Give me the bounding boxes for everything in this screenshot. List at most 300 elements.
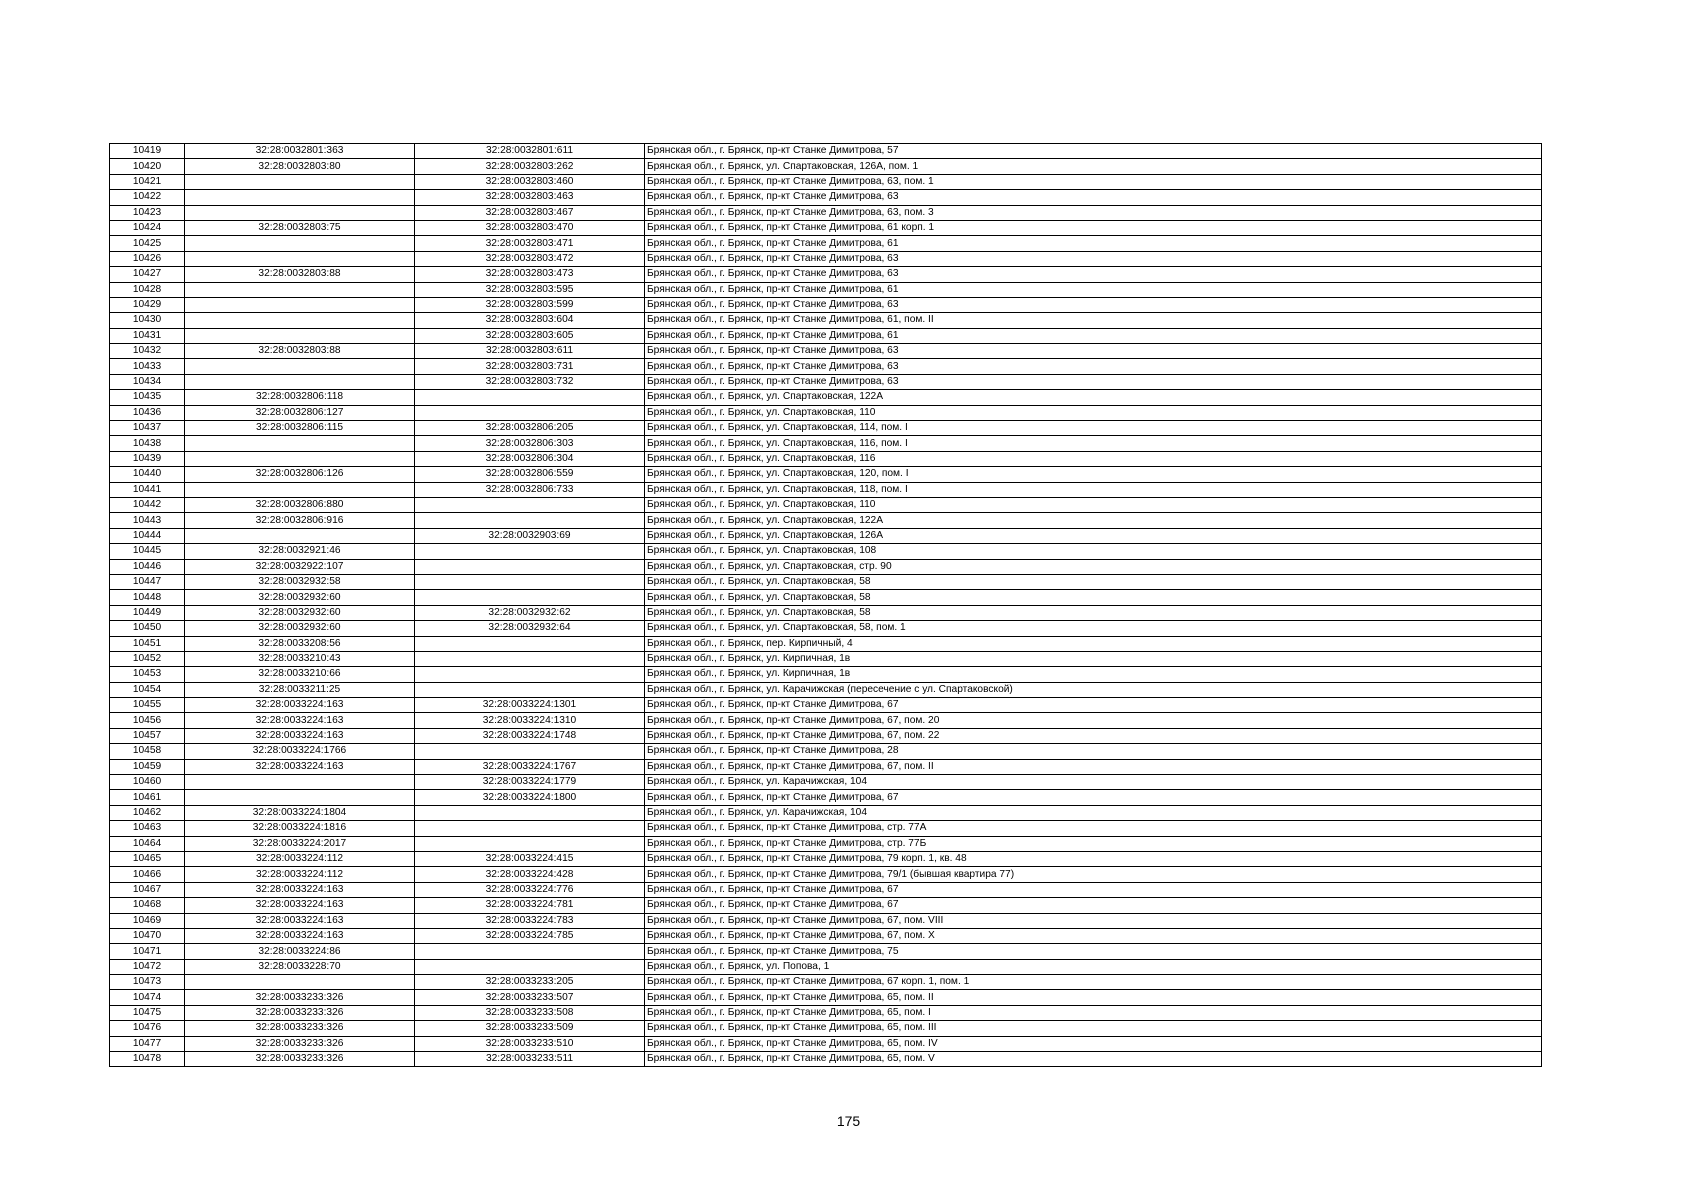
row-number-cell: 10455 — [110, 698, 185, 713]
table-row — [110, 682, 1542, 697]
row-number-cell: 10427 — [110, 267, 185, 282]
row-number-cell: 10472 — [110, 959, 185, 974]
cadastral-number-cell: 32:28:0033224:1767 — [415, 759, 645, 774]
address-cell: Брянская обл., г. Брянск, пр-кт Станке Димитрова, 67 — [645, 882, 1542, 897]
address-cell: Брянская обл., г. Брянск, пр-кт Станке Димитрова, 67, пом. 20 — [645, 713, 1542, 728]
address-cell: Брянская обл., г. Брянск, пр-кт Станке Димитрова, 65, пом. III — [645, 1021, 1542, 1036]
parent-cadastral-number-cell: 32:28:0032801:363 — [185, 144, 415, 159]
cadastral-number-cell — [415, 744, 645, 759]
table-row — [110, 775, 1542, 790]
parent-cadastral-number-cell: 32:28:0033233:326 — [185, 990, 415, 1005]
address-cell: Брянская обл., г. Брянск, пр-кт Станке Димитрова, 57 — [645, 144, 1542, 159]
address-cell: Брянская обл., г. Брянск, ул. Спартаковская, 122А — [645, 513, 1542, 528]
address-cell: Брянская обл., г. Брянск, ул. Кирпичная, 1в — [645, 667, 1542, 682]
cadastral-number-cell — [415, 651, 645, 666]
table-row — [110, 574, 1542, 589]
parent-cadastral-number-cell: 32:28:0033211:25 — [185, 682, 415, 697]
table-row — [110, 590, 1542, 605]
row-number-cell: 10454 — [110, 682, 185, 697]
table-row — [110, 836, 1542, 851]
row-number-cell: 10423 — [110, 205, 185, 220]
cadastral-number-cell — [415, 959, 645, 974]
address-cell: Брянская обл., г. Брянск, пер. Кирпичный, 4 — [645, 636, 1542, 651]
parent-cadastral-number-cell: 32:28:0032806:115 — [185, 421, 415, 436]
parent-cadastral-number-cell — [185, 174, 415, 189]
table-row — [110, 236, 1542, 251]
address-cell: Брянская обл., г. Брянск, пр-кт Станке Димитрова, 61 — [645, 282, 1542, 297]
parent-cadastral-number-cell: 32:28:0032806:126 — [185, 467, 415, 482]
address-cell: Брянская обл., г. Брянск, ул. Спартаковская, 116, пом. I — [645, 436, 1542, 451]
address-cell: Брянская обл., г. Брянск, пр-кт Станке Димитрова, 63 — [645, 267, 1542, 282]
table-row — [110, 667, 1542, 682]
cadastral-number-cell — [415, 667, 645, 682]
parent-cadastral-number-cell — [185, 482, 415, 497]
table-row — [110, 928, 1542, 943]
cadastral-number-cell: 32:28:0033224:1301 — [415, 698, 645, 713]
row-number-cell: 10419 — [110, 144, 185, 159]
row-number-cell: 10470 — [110, 928, 185, 943]
address-cell: Брянская обл., г. Брянск, ул. Спартаковская, 126А — [645, 528, 1542, 543]
table-row — [110, 913, 1542, 928]
table-row — [110, 882, 1542, 897]
row-number-cell: 10441 — [110, 482, 185, 497]
cadastral-number-cell — [415, 513, 645, 528]
table-row — [110, 344, 1542, 359]
cadastral-number-cell — [415, 559, 645, 574]
table-row — [110, 744, 1542, 759]
row-number-cell: 10425 — [110, 236, 185, 251]
address-cell: Брянская обл., г. Брянск, пр-кт Станке Димитрова, 63 — [645, 344, 1542, 359]
address-cell: Брянская обл., г. Брянск, пр-кт Станке Димитрова, 28 — [645, 744, 1542, 759]
parent-cadastral-number-cell: 32:28:0033224:1766 — [185, 744, 415, 759]
row-number-cell: 10420 — [110, 159, 185, 174]
row-number-cell: 10476 — [110, 1021, 185, 1036]
cadastral-number-cell: 32:28:0032806:303 — [415, 436, 645, 451]
cadastral-number-cell: 32:28:0032806:304 — [415, 451, 645, 466]
table-row — [110, 944, 1542, 959]
registry-table — [109, 143, 1542, 1067]
parent-cadastral-number-cell: 32:28:0033233:326 — [185, 1005, 415, 1020]
row-number-cell: 10444 — [110, 528, 185, 543]
table-row — [110, 821, 1542, 836]
table-row — [110, 1036, 1542, 1051]
table-row — [110, 313, 1542, 328]
table-row — [110, 359, 1542, 374]
parent-cadastral-number-cell: 32:28:0032803:88 — [185, 267, 415, 282]
table-row — [110, 436, 1542, 451]
row-number-cell: 10467 — [110, 882, 185, 897]
parent-cadastral-number-cell — [185, 436, 415, 451]
table-row — [110, 482, 1542, 497]
cadastral-number-cell — [415, 805, 645, 820]
row-number-cell: 10447 — [110, 574, 185, 589]
table-row — [110, 421, 1542, 436]
parent-cadastral-number-cell — [185, 775, 415, 790]
cadastral-number-cell: 32:28:0033224:776 — [415, 882, 645, 897]
address-cell: Брянская обл., г. Брянск, пр-кт Станке Димитрова, стр. 77А — [645, 821, 1542, 836]
row-number-cell: 10442 — [110, 497, 185, 512]
address-cell: Брянская обл., г. Брянск, пр-кт Станке Димитрова, 67 — [645, 698, 1542, 713]
table-row — [110, 282, 1542, 297]
cadastral-number-cell: 32:28:0032801:611 — [415, 144, 645, 159]
table-row — [110, 759, 1542, 774]
address-cell: Брянская обл., г. Брянск, ул. Спартаковская, 58 — [645, 574, 1542, 589]
table-row — [110, 220, 1542, 235]
address-cell: Брянская обл., г. Брянск, ул. Спартаковская, 114, пом. I — [645, 421, 1542, 436]
parent-cadastral-number-cell: 32:28:0032922:107 — [185, 559, 415, 574]
parent-cadastral-number-cell — [185, 451, 415, 466]
address-cell: Брянская обл., г. Брянск, ул. Спартаковская, 120, пом. I — [645, 467, 1542, 482]
row-number-cell: 10459 — [110, 759, 185, 774]
address-cell: Брянская обл., г. Брянск, пр-кт Станке Димитрова, 79/1 (бывшая квартира 77) — [645, 867, 1542, 882]
address-cell: Брянская обл., г. Брянск, ул. Спартаковская, 58 — [645, 605, 1542, 620]
parent-cadastral-number-cell: 32:28:0033224:112 — [185, 851, 415, 866]
cadastral-number-cell: 32:28:0033224:781 — [415, 898, 645, 913]
address-cell: Брянская обл., г. Брянск, пр-кт Станке Димитрова, 67, пом. II — [645, 759, 1542, 774]
table-row — [110, 851, 1542, 866]
row-number-cell: 10432 — [110, 344, 185, 359]
address-cell: Брянская обл., г. Брянск, ул. Спартаковская, 116 — [645, 451, 1542, 466]
row-number-cell: 10453 — [110, 667, 185, 682]
row-number-cell: 10456 — [110, 713, 185, 728]
table-row — [110, 497, 1542, 512]
address-cell: Брянская обл., г. Брянск, пр-кт Станке Димитрова, 67, пом. X — [645, 928, 1542, 943]
row-number-cell: 10458 — [110, 744, 185, 759]
table-row — [110, 728, 1542, 743]
row-number-cell: 10433 — [110, 359, 185, 374]
parent-cadastral-number-cell: 32:28:0033224:163 — [185, 759, 415, 774]
address-cell: Брянская обл., г. Брянск, пр-кт Станке Димитрова, 65, пом. I — [645, 1005, 1542, 1020]
table-row — [110, 605, 1542, 620]
parent-cadastral-number-cell — [185, 313, 415, 328]
row-number-cell: 10449 — [110, 605, 185, 620]
row-number-cell: 10445 — [110, 544, 185, 559]
table-row — [110, 559, 1542, 574]
row-number-cell: 10436 — [110, 405, 185, 420]
cadastral-number-cell: 32:28:0032803:611 — [415, 344, 645, 359]
address-cell: Брянская обл., г. Брянск, пр-кт Станке Димитрова, 61 корп. 1 — [645, 220, 1542, 235]
cadastral-number-cell: 32:28:0033224:428 — [415, 867, 645, 882]
table-row — [110, 528, 1542, 543]
table-row — [110, 174, 1542, 189]
address-cell: Брянская обл., г. Брянск, пр-кт Станке Димитрова, 63 — [645, 374, 1542, 389]
cadastral-number-cell: 32:28:0032803:604 — [415, 313, 645, 328]
row-number-cell: 10437 — [110, 421, 185, 436]
row-number-cell: 10434 — [110, 374, 185, 389]
cadastral-number-cell — [415, 836, 645, 851]
address-cell: Брянская обл., г. Брянск, пр-кт Станке Димитрова, 65, пом. IV — [645, 1036, 1542, 1051]
table-row — [110, 390, 1542, 405]
cadastral-number-cell: 32:28:0033233:508 — [415, 1005, 645, 1020]
address-cell: Брянская обл., г. Брянск, пр-кт Станке Димитрова, 61 — [645, 236, 1542, 251]
parent-cadastral-number-cell — [185, 236, 415, 251]
cadastral-number-cell: 32:28:0033233:510 — [415, 1036, 645, 1051]
row-number-cell: 10461 — [110, 790, 185, 805]
parent-cadastral-number-cell — [185, 282, 415, 297]
row-number-cell: 10446 — [110, 559, 185, 574]
address-cell: Брянская обл., г. Брянск, пр-кт Станке Димитрова, 63 — [645, 251, 1542, 266]
address-cell: Брянская обл., г. Брянск, пр-кт Станке Димитрова, 67 — [645, 790, 1542, 805]
cadastral-number-cell: 32:28:0032803:467 — [415, 205, 645, 220]
address-cell: Брянская обл., г. Брянск, пр-кт Станке Димитрова, 61 — [645, 328, 1542, 343]
parent-cadastral-number-cell: 32:28:0033233:326 — [185, 1036, 415, 1051]
cadastral-number-cell: 32:28:0032803:605 — [415, 328, 645, 343]
row-number-cell: 10422 — [110, 190, 185, 205]
row-number-cell: 10451 — [110, 636, 185, 651]
address-cell: Брянская обл., г. Брянск, пр-кт Станке Димитрова, 63, пом. 1 — [645, 174, 1542, 189]
table-row — [110, 297, 1542, 312]
address-cell: Брянская обл., г. Брянск, ул. Спартаковская, 110 — [645, 497, 1542, 512]
cadastral-number-cell: 32:28:0032803:470 — [415, 220, 645, 235]
cadastral-number-cell — [415, 390, 645, 405]
table-row — [110, 867, 1542, 882]
cadastral-number-cell: 32:28:0032903:69 — [415, 528, 645, 543]
parent-cadastral-number-cell: 32:28:0032932:60 — [185, 590, 415, 605]
parent-cadastral-number-cell: 32:28:0032806:916 — [185, 513, 415, 528]
parent-cadastral-number-cell — [185, 190, 415, 205]
parent-cadastral-number-cell: 32:28:0032932:60 — [185, 621, 415, 636]
address-cell: Брянская обл., г. Брянск, ул. Спартаковская, 122А — [645, 390, 1542, 405]
cadastral-number-cell: 32:28:0033233:205 — [415, 975, 645, 990]
row-number-cell: 10462 — [110, 805, 185, 820]
row-number-cell: 10473 — [110, 975, 185, 990]
parent-cadastral-number-cell: 32:28:0032921:46 — [185, 544, 415, 559]
address-cell: Брянская обл., г. Брянск, пр-кт Станке Димитрова, 67 корп. 1, пом. 1 — [645, 975, 1542, 990]
cadastral-number-cell: 32:28:0032803:595 — [415, 282, 645, 297]
cadastral-number-cell: 32:28:0033224:1800 — [415, 790, 645, 805]
row-number-cell: 10464 — [110, 836, 185, 851]
address-cell: Брянская обл., г. Брянск, пр-кт Станке Димитрова, 65, пом. V — [645, 1052, 1542, 1067]
parent-cadastral-number-cell: 32:28:0032806:127 — [185, 405, 415, 420]
table-row — [110, 251, 1542, 266]
parent-cadastral-number-cell: 32:28:0032806:118 — [185, 390, 415, 405]
cadastral-number-cell: 32:28:0033224:1779 — [415, 775, 645, 790]
row-number-cell: 10474 — [110, 990, 185, 1005]
parent-cadastral-number-cell: 32:28:0033210:43 — [185, 651, 415, 666]
parent-cadastral-number-cell: 32:28:0032803:80 — [185, 159, 415, 174]
row-number-cell: 10452 — [110, 651, 185, 666]
table-row — [110, 713, 1542, 728]
row-number-cell: 10475 — [110, 1005, 185, 1020]
table-row — [110, 790, 1542, 805]
parent-cadastral-number-cell: 32:28:0033208:56 — [185, 636, 415, 651]
table-row — [110, 1052, 1542, 1067]
cadastral-number-cell: 32:28:0033233:509 — [415, 1021, 645, 1036]
address-cell: Брянская обл., г. Брянск, пр-кт Станке Димитрова, 79 корп. 1, кв. 48 — [645, 851, 1542, 866]
address-cell: Брянская обл., г. Брянск, ул. Спартаковская, 58 — [645, 590, 1542, 605]
table-row — [110, 544, 1542, 559]
parent-cadastral-number-cell: 32:28:0033224:163 — [185, 713, 415, 728]
table-row — [110, 451, 1542, 466]
cadastral-number-cell — [415, 574, 645, 589]
row-number-cell: 10460 — [110, 775, 185, 790]
address-cell: Брянская обл., г. Брянск, ул. Спартаковская, 110 — [645, 405, 1542, 420]
row-number-cell: 10438 — [110, 436, 185, 451]
cadastral-number-cell: 32:28:0032803:599 — [415, 297, 645, 312]
parent-cadastral-number-cell: 32:28:0033233:326 — [185, 1052, 415, 1067]
parent-cadastral-number-cell: 32:28:0033210:66 — [185, 667, 415, 682]
address-cell: Брянская обл., г. Брянск, пр-кт Станке Димитрова, 63 — [645, 297, 1542, 312]
row-number-cell: 10448 — [110, 590, 185, 605]
cadastral-number-cell — [415, 636, 645, 651]
cadastral-number-cell: 32:28:0032803:731 — [415, 359, 645, 374]
cadastral-number-cell: 32:28:0032803:262 — [415, 159, 645, 174]
parent-cadastral-number-cell — [185, 251, 415, 266]
parent-cadastral-number-cell: 32:28:0032803:88 — [185, 344, 415, 359]
cadastral-number-cell: 32:28:0032932:64 — [415, 621, 645, 636]
parent-cadastral-number-cell: 32:28:0033224:163 — [185, 898, 415, 913]
address-cell: Брянская обл., г. Брянск, пр-кт Станке Димитрова, 67 — [645, 898, 1542, 913]
table-row — [110, 805, 1542, 820]
cadastral-number-cell: 32:28:0032806:733 — [415, 482, 645, 497]
table-row — [110, 159, 1542, 174]
row-number-cell: 10468 — [110, 898, 185, 913]
parent-cadastral-number-cell: 32:28:0032932:58 — [185, 574, 415, 589]
cadastral-number-cell: 32:28:0032932:62 — [415, 605, 645, 620]
parent-cadastral-number-cell — [185, 205, 415, 220]
parent-cadastral-number-cell: 32:28:0033224:163 — [185, 882, 415, 897]
row-number-cell: 10463 — [110, 821, 185, 836]
row-number-cell: 10426 — [110, 251, 185, 266]
cadastral-number-cell: 32:28:0032803:460 — [415, 174, 645, 189]
cadastral-number-cell: 32:28:0032806:205 — [415, 421, 645, 436]
cadastral-number-cell: 32:28:0032803:472 — [415, 251, 645, 266]
table-row — [110, 328, 1542, 343]
cadastral-number-cell: 32:28:0032803:732 — [415, 374, 645, 389]
row-number-cell: 10466 — [110, 867, 185, 882]
row-number-cell: 10430 — [110, 313, 185, 328]
address-cell: Брянская обл., г. Брянск, пр-кт Станке Димитрова, 63 — [645, 359, 1542, 374]
cadastral-number-cell: 32:28:0033224:783 — [415, 913, 645, 928]
row-number-cell: 10478 — [110, 1052, 185, 1067]
table-row — [110, 144, 1542, 159]
parent-cadastral-number-cell: 32:28:0032806:880 — [185, 497, 415, 512]
address-cell: Брянская обл., г. Брянск, ул. Спартаковская, стр. 90 — [645, 559, 1542, 574]
cadastral-number-cell: 32:28:0033233:507 — [415, 990, 645, 1005]
cadastral-number-cell: 32:28:0032803:471 — [415, 236, 645, 251]
row-number-cell: 10429 — [110, 297, 185, 312]
table-row — [110, 190, 1542, 205]
table-row — [110, 405, 1542, 420]
address-cell: Брянская обл., г. Брянск, пр-кт Станке Димитрова, 63 — [645, 190, 1542, 205]
page-number: 175 — [836, 1113, 861, 1129]
parent-cadastral-number-cell — [185, 297, 415, 312]
parent-cadastral-number-cell — [185, 790, 415, 805]
cadastral-number-cell — [415, 544, 645, 559]
address-cell: Брянская обл., г. Брянск, ул. Спартаковская, 126А, пом. 1 — [645, 159, 1542, 174]
address-cell: Брянская обл., г. Брянск, пр-кт Станке Димитрова, 61, пом. II — [645, 313, 1542, 328]
table-row — [110, 698, 1542, 713]
parent-cadastral-number-cell: 32:28:0033224:112 — [185, 867, 415, 882]
parent-cadastral-number-cell — [185, 528, 415, 543]
address-cell: Брянская обл., г. Брянск, пр-кт Станке Димитрова, 75 — [645, 944, 1542, 959]
parent-cadastral-number-cell: 32:28:0032803:75 — [185, 220, 415, 235]
table-row — [110, 1021, 1542, 1036]
row-number-cell: 10439 — [110, 451, 185, 466]
row-number-cell: 10443 — [110, 513, 185, 528]
table-row — [110, 636, 1542, 651]
cadastral-number-cell — [415, 405, 645, 420]
parent-cadastral-number-cell — [185, 374, 415, 389]
parent-cadastral-number-cell: 32:28:0033233:326 — [185, 1021, 415, 1036]
cadastral-number-cell — [415, 497, 645, 512]
row-number-cell: 10440 — [110, 467, 185, 482]
cadastral-number-cell — [415, 682, 645, 697]
cadastral-number-cell: 32:28:0033224:1748 — [415, 728, 645, 743]
address-cell: Брянская обл., г. Брянск, пр-кт Станке Димитрова, 65, пом. II — [645, 990, 1542, 1005]
table-row — [110, 267, 1542, 282]
address-cell: Брянская обл., г. Брянск, ул. Карачижская (пересечение с ул. Спартаковской) — [645, 682, 1542, 697]
cadastral-number-cell — [415, 590, 645, 605]
address-cell: Брянская обл., г. Брянск, пр-кт Станке Димитрова, 67, пом. VIII — [645, 913, 1542, 928]
parent-cadastral-number-cell: 32:28:0033224:1816 — [185, 821, 415, 836]
table-row — [110, 1005, 1542, 1020]
address-cell: Брянская обл., г. Брянск, ул. Спартаковская, 118, пом. I — [645, 482, 1542, 497]
row-number-cell: 10471 — [110, 944, 185, 959]
cadastral-number-cell: 32:28:0032806:559 — [415, 467, 645, 482]
cadastral-number-cell — [415, 944, 645, 959]
table-row — [110, 975, 1542, 990]
parent-cadastral-number-cell: 32:28:0032932:60 — [185, 605, 415, 620]
address-cell: Брянская обл., г. Брянск, ул. Попова, 1 — [645, 959, 1542, 974]
parent-cadastral-number-cell — [185, 975, 415, 990]
parent-cadastral-number-cell — [185, 359, 415, 374]
address-cell: Брянская обл., г. Брянск, ул. Карачижская, 104 — [645, 775, 1542, 790]
address-cell: Брянская обл., г. Брянск, ул. Кирпичная, 1в — [645, 651, 1542, 666]
address-cell: Брянская обл., г. Брянск, пр-кт Станке Димитрова, стр. 77Б — [645, 836, 1542, 851]
parent-cadastral-number-cell: 32:28:0033224:163 — [185, 698, 415, 713]
address-cell: Брянская обл., г. Брянск, ул. Спартаковская, 58, пом. 1 — [645, 621, 1542, 636]
parent-cadastral-number-cell — [185, 328, 415, 343]
parent-cadastral-number-cell: 32:28:0033228:70 — [185, 959, 415, 974]
cadastral-number-cell: 32:28:0033224:785 — [415, 928, 645, 943]
row-number-cell: 10450 — [110, 621, 185, 636]
row-number-cell: 10424 — [110, 220, 185, 235]
parent-cadastral-number-cell: 32:28:0033224:163 — [185, 928, 415, 943]
row-number-cell: 10421 — [110, 174, 185, 189]
address-cell: Брянская обл., г. Брянск, пр-кт Станке Димитрова, 67, пом. 22 — [645, 728, 1542, 743]
registry-table-body — [110, 144, 1542, 1067]
table-row — [110, 467, 1542, 482]
cadastral-number-cell: 32:28:0032803:463 — [415, 190, 645, 205]
cadastral-number-cell — [415, 821, 645, 836]
cadastral-number-cell: 32:28:0033233:511 — [415, 1052, 645, 1067]
row-number-cell: 10469 — [110, 913, 185, 928]
parent-cadastral-number-cell: 32:28:0033224:163 — [185, 728, 415, 743]
row-number-cell: 10431 — [110, 328, 185, 343]
address-cell: Брянская обл., г. Брянск, ул. Спартаковская, 108 — [645, 544, 1542, 559]
parent-cadastral-number-cell: 32:28:0033224:1804 — [185, 805, 415, 820]
table-row — [110, 651, 1542, 666]
parent-cadastral-number-cell: 32:28:0033224:163 — [185, 913, 415, 928]
address-cell: Брянская обл., г. Брянск, пр-кт Станке Димитрова, 63, пом. 3 — [645, 205, 1542, 220]
table-row — [110, 205, 1542, 220]
table-row — [110, 621, 1542, 636]
cadastral-number-cell: 32:28:0033224:415 — [415, 851, 645, 866]
row-number-cell: 10428 — [110, 282, 185, 297]
address-cell: Брянская обл., г. Брянск, ул. Карачижская, 104 — [645, 805, 1542, 820]
cadastral-number-cell: 32:28:0032803:473 — [415, 267, 645, 282]
table-row — [110, 959, 1542, 974]
row-number-cell: 10457 — [110, 728, 185, 743]
row-number-cell: 10435 — [110, 390, 185, 405]
table-row — [110, 898, 1542, 913]
table-row — [110, 374, 1542, 389]
table-row — [110, 990, 1542, 1005]
table-row — [110, 513, 1542, 528]
row-number-cell: 10477 — [110, 1036, 185, 1051]
parent-cadastral-number-cell: 32:28:0033224:86 — [185, 944, 415, 959]
